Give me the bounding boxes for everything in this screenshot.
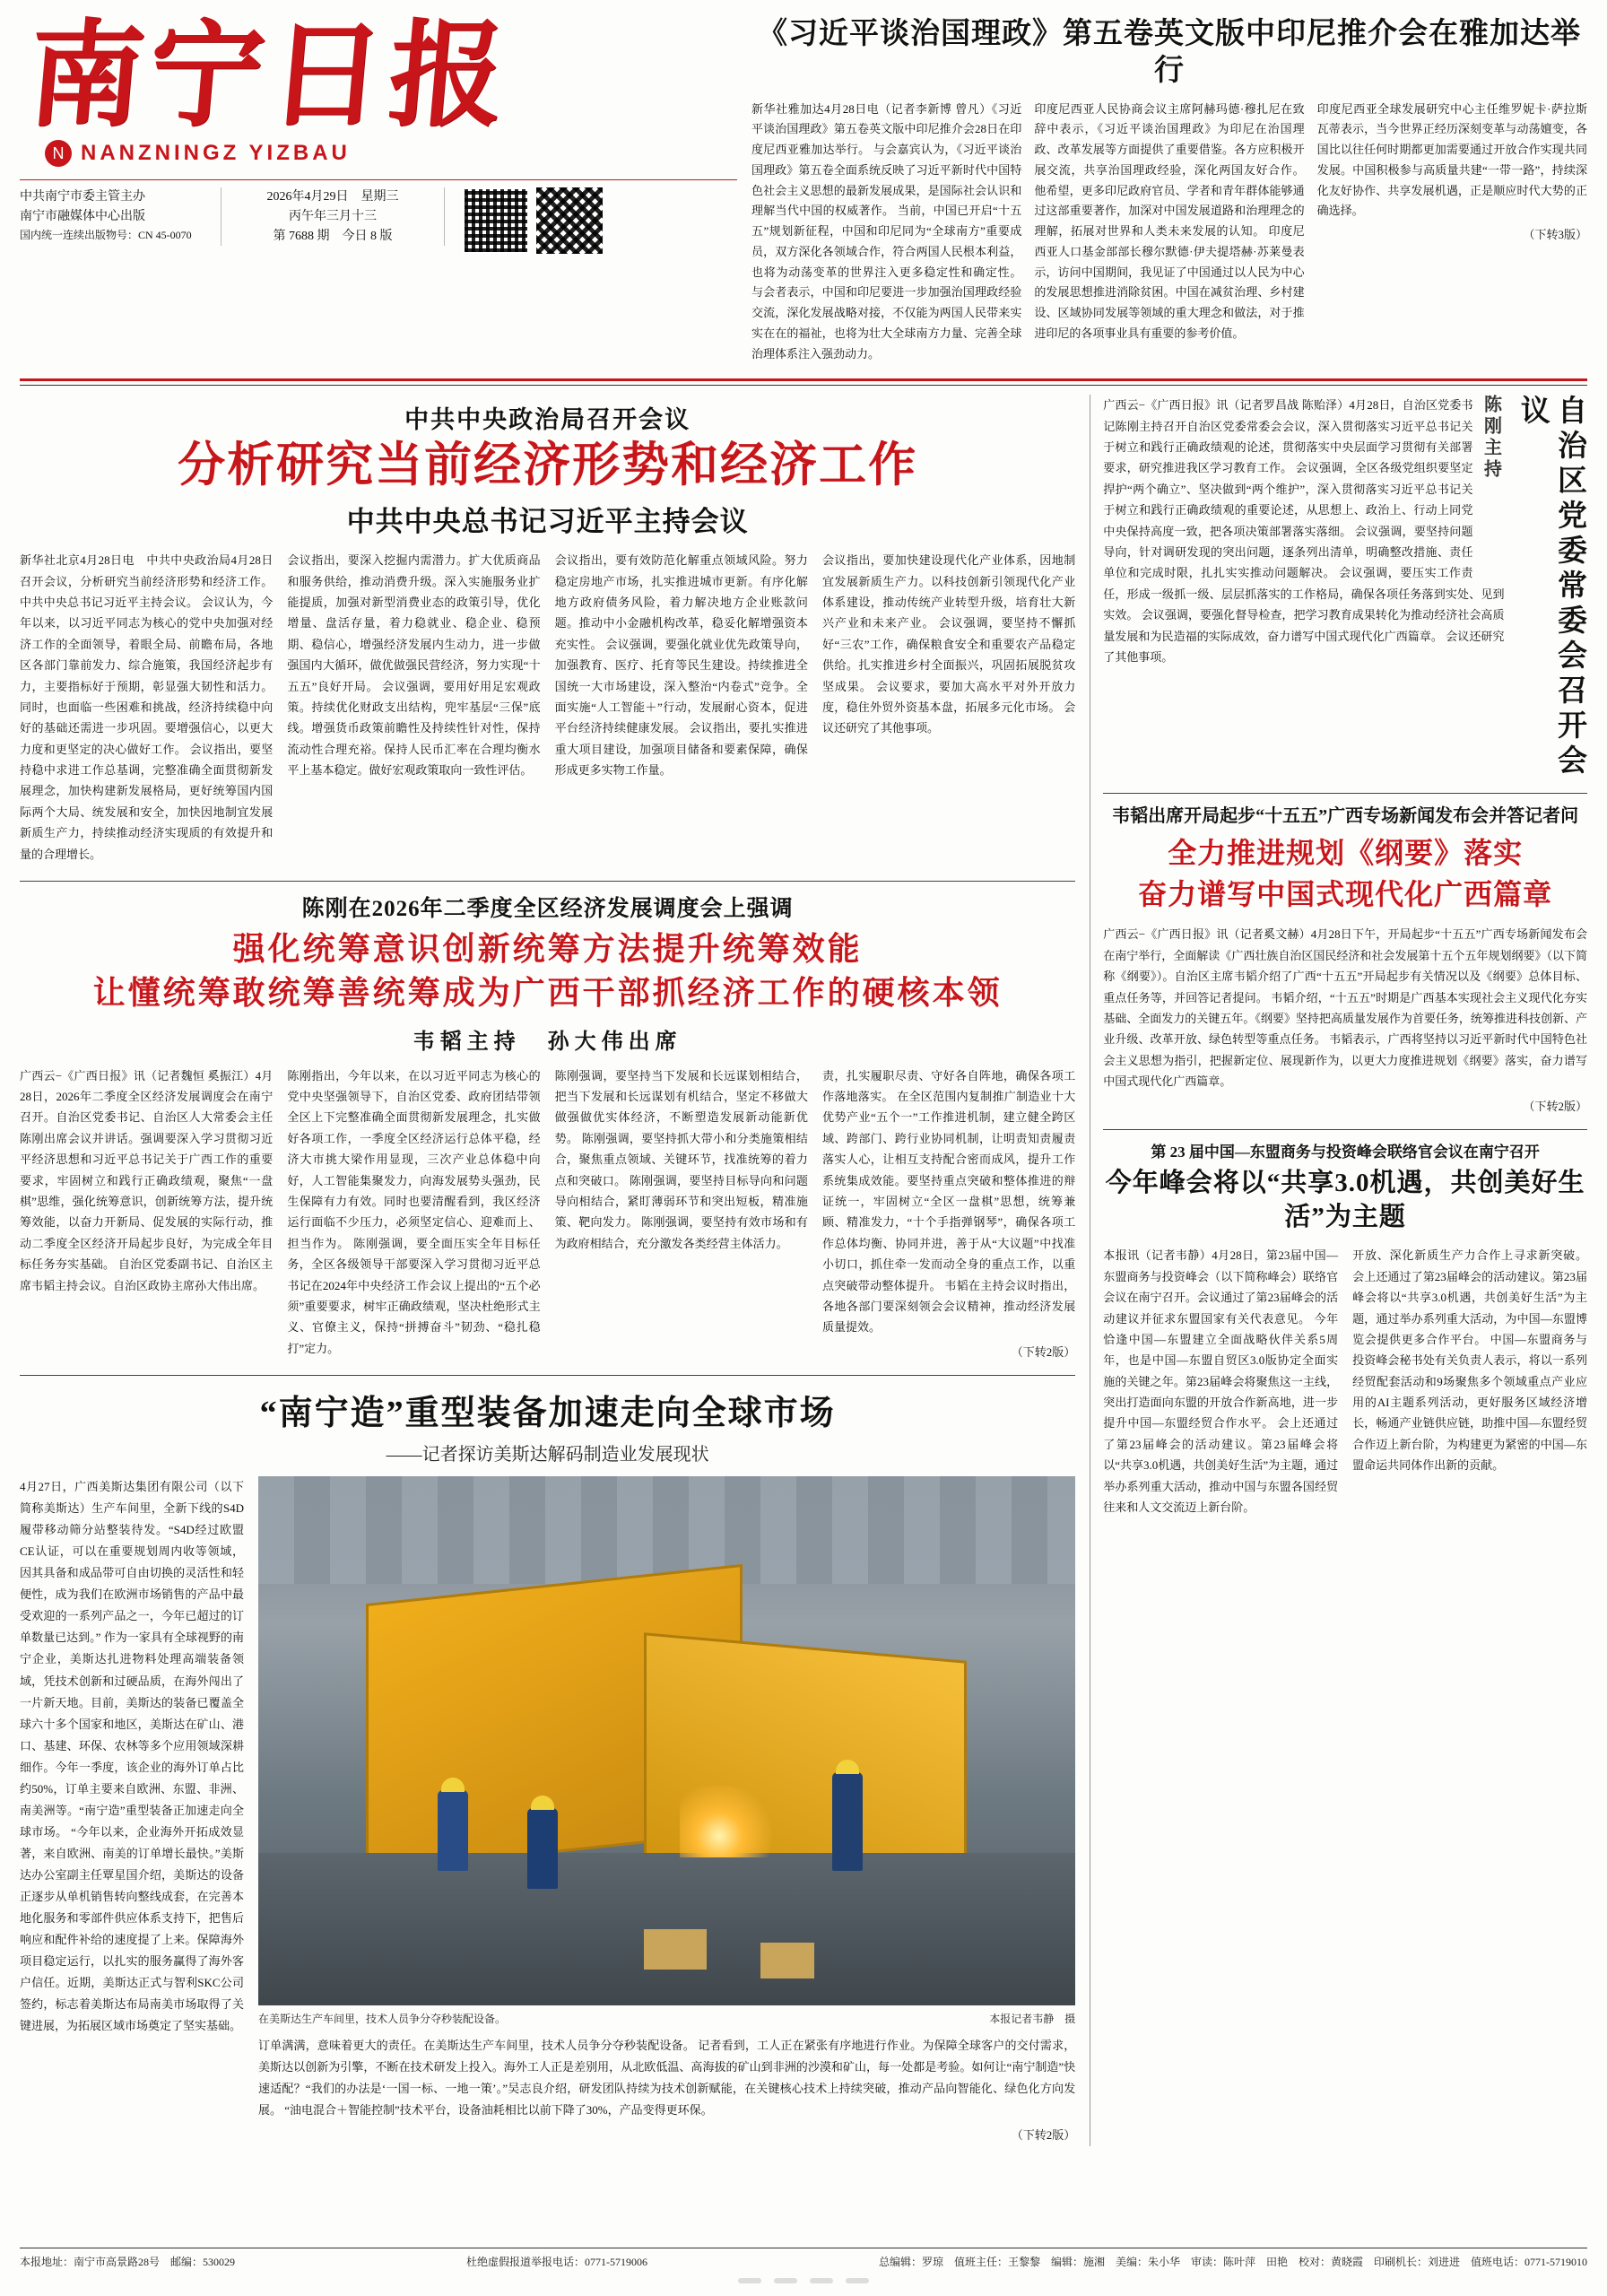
news3-title: 今年峰会将以“共享3.0机遇，共创美好生活”为主题 bbox=[1105, 1168, 1585, 1231]
news2-body: 广西云−《广西日报》讯（记者奚文赫）4月28日下午，开局起步“十五五”广西专场新闻发布会在南宁举行，全面解读《广西壮族自治区国民经济和社会发展第十五个五年规划纲要》（以下简称《纲要》）。自治区主席韦韬介绍了广西“十五五”开局起步有关情况以及《纲要》总体目标、重点任务等，并回答记者提问。 韦韬介绍，“十五五”时期是广西基本实现社会主义现代化夯实基础、全面发力的关键五年。《纲要》坚持把高质量发展作为首要任务，统筹推进科技创新、产业升级、改革开放、绿色转型等重点任务。 韦韬表示，广西将坚持以习近平新时代中国特色社会主义思想为指引，把握新定位、展现新作为，以更大力度推进规划《纲要》落实，奋力谱写中国式现代化广西篇章。 bbox=[1103, 927, 1587, 1089]
right-news-2 bbox=[1103, 803, 1587, 1117]
top-story-text-1: 新华社雅加达4月28日电（记者李新博 曾凡）《习近平谈治国理政》第五卷英文版中印尼推介会28日在印度尼西亚雅加达举行。 与会嘉宾认为，《习近平谈治国理政》第五卷全面系统反映了习近平新时代中国特色社会主义思想的最新发展成果，是国际社会认识和理解当代中国的权威著作。 当前，中国已开启“十五五”规划新征程，中国和印尼同为“全球南方”重要成员，双方深化各领域合作，符合两国人民根本利益，也将为动荡变革的世界注入更多稳定性和确定性。 与会者表示，中国和印尼要进一步加强治国理政经验交流，深化发展战略对接，不仅能为两国人民带来实实在在的福祉，也将为壮大全球南方力量、完善全球治理体系注入强劲动力。 bbox=[751, 101, 1022, 361]
right-top-body: 广西云−《广西日报》讯（记者罗昌战 陈贻泽）4月28日，自治区党委书记陈刚主持召开自治区党委常委会会议，深入贯彻落实习近平总书记关于树立和践行正确政绩观的论述，贯彻落实中央层面学习贯彻有关部署要求，研究推进我区学习教育工作。 会议强调，全区各级党组织要坚定捍护“两个确立”、坚决做到“两个维护”，深入贯彻落实习近平总书记关于树立和践行正确政绩观的重要论述，从思想上、政治上、行动上同党中央保持高度一致，把各项决策部署落实落细。 会议强调，要坚持问题导向，针对调研发现的突出问题，逐条列出清单，明确整改措施、责任单位和完成时限，扎扎实实推动问题解决。 会议强调，要压实工作责任，形成一级抓一级、层层抓落实的工作格局，确保各项任务落到实处、见到实效。 会议强调，要强化督导检查，把学习教育成果转化为推动经济社会高质量发展和为民造福的实际成效，奋力谱写中国式现代化广西篇章。 会议还研究了其他事项。 bbox=[1103, 398, 1505, 664]
lead-text-3: 会议指出，要有效防范化解重点领域风险。努力稳定房地产市场，扎实推进城市更新。有序化解地方政府债务风险，着力解决地方企业账款问题。推动中小金融机构改革，稳妥化解增强资本充实性。 会议强调，要强化就业优先政策导向，加强教育、医疗、托育等民生建设。持续推进全国统一大市场建设，深入整治“内卷式”竞争。全面实施“人工智能＋”行动，发展耐心资本，促进平台经济持续健康发展。 会议指出，要扎实推进重大项目建设，加强项目储备和要素保障，确保形成更多实物工作量。 bbox=[554, 553, 808, 778]
brand-circle-icon: N bbox=[45, 140, 72, 167]
newspaper-pinyin: NANZNINGZ YIZBAU bbox=[81, 141, 351, 166]
right-vertical-headline: 自治区党委常委会召开会议 bbox=[1516, 395, 1585, 780]
news2-kicker: 韦韬出席开局起步“十五五”广西专场新闻发布会并答记者问 bbox=[1112, 806, 1579, 827]
photo-caption-row bbox=[258, 2011, 1075, 2026]
masthead-meta bbox=[20, 179, 737, 254]
lead-col-2 bbox=[287, 550, 540, 868]
news3-text-2: 开放、深化新质生产力合作上寻求新突破。 会上还通过了第23届峰会的活动建议。第23届峰会将以“共享3.0机遇，共创美好生活”为主题，通过举办系列重大活动，为中国—东盟博览会提供更多合作平台。 中国—东盟商务与投资峰会秘书处有关负责人表示，将以一系列经贸配套活动和9场聚焦多个领域重点产业应用的AI主题系列活动，更好服务区域经济增长，畅通产业链供应链，助推中国—东盟经贸合作迈上新台阶，为构建更为紧密的中国—东盟命运共同体作出新的贡献。 bbox=[1352, 1248, 1587, 1473]
feature-jump-note: （下转2版） bbox=[1011, 2128, 1076, 2143]
footer-row bbox=[20, 2254, 1587, 2269]
right-top-story bbox=[1103, 395, 1587, 780]
photo-worker-3 bbox=[832, 1772, 863, 1871]
photo-worker-2 bbox=[527, 1808, 558, 1889]
second-col-4 bbox=[822, 1065, 1075, 1362]
photo-ceiling bbox=[258, 1476, 1075, 1584]
top-story-col-2 bbox=[1034, 100, 1304, 369]
footer-mark-4 bbox=[846, 2278, 869, 2283]
feature-subtitle: ——记者探访美斯达解码制造业发展现状 bbox=[386, 1445, 709, 1465]
second-story-title-line1: 强化统筹意识创新统筹方法提升统筹效能 bbox=[232, 931, 863, 968]
news3-text-1: 本报讯（记者韦静）4月28日，第23届中国—东盟商务与投资峰会（以下简称峰会）联络官会议在南宁召开。会议通过了第23届峰会的活动建议并征求东盟国家有关代表意见。 今年恰逢中国—东盟建立全面战略伙伴关系5周年，也是中国—东盟自贸区3.0版协定全面实施的关键之年。第23届峰会将聚焦这一主线，突出打造面向东盟的开放合作新高地，进一步提升中国—东盟经贸合作水平。 会上还通过了第23届峰会的活动建议。第23届峰会将以“共享3.0机遇，共创美好生活”为主题，通过举办系列重大活动，推动中国与东盟各国经贸往来和人文交流迈上新台阶。 bbox=[1103, 1248, 1339, 1515]
news3-col-2 bbox=[1352, 1245, 1587, 1521]
photo-credit: 本报记者韦静 摄 bbox=[989, 2013, 1076, 2026]
footer-staff: 总编辑：罗琼 值班主任：王黎黎 编辑：施湘 美编：朱小华 审读：陈叶萍 田艳 校对：黄晓霞 印刷机长：刘进进 值班电话：0771-5719010 bbox=[878, 2256, 1587, 2268]
feature-body bbox=[20, 1476, 1075, 2146]
masthead-divider bbox=[20, 378, 1587, 381]
news3-kicker: 第 23 届中国—东盟商务与投资峰会联络官会议在南宁召开 bbox=[1151, 1143, 1540, 1161]
news3-columns bbox=[1103, 1245, 1587, 1521]
section-divider-1 bbox=[20, 881, 1075, 882]
top-story-columns bbox=[751, 100, 1587, 369]
lead-col-1 bbox=[20, 550, 273, 868]
lead-story bbox=[20, 400, 1075, 868]
feature-title: “南宁造”重型装备加速走向全球市场 bbox=[259, 1395, 836, 1433]
right-divider-2 bbox=[1103, 1129, 1587, 1130]
second-text-1: 广西云−《广西日报》讯（记者魏恒 奚振江）4月28日，2026年二季度全区经济发展调度会在南宁召开。自治区党委书记、自治区人大常委会主任陈刚出席会议并讲话。强调要深入学习贯彻习近平经济思想和习近平总书记关于广西工作的重要要求，牢固树立和践行正确政绩观，聚焦“一盘棋”思维，强化统筹意识，创新统筹方法，提升统筹效能，以奋力开新局、促发展的实际行动，推动二季度全区经济开局起步良好，为完成全年目标任务夯实基础。 自治区党委副书记、自治区主席韦韬主持会议。自治区政协主席孙大伟出席。 bbox=[20, 1068, 274, 1292]
footer-mark-2 bbox=[774, 2278, 797, 2283]
top-story-jump-note: （下转3版） bbox=[1523, 228, 1587, 241]
section-divider-2 bbox=[20, 1375, 1075, 1376]
footer-hotline: 杜绝虚假报道举报电话：0771-5719006 bbox=[466, 2256, 647, 2268]
issn-line: 国内统一连续出版物号：CN 45-0070 bbox=[20, 228, 192, 241]
second-col-1 bbox=[20, 1065, 273, 1362]
lead-story-title: 分析研究当前经济形势和经济工作 bbox=[178, 439, 918, 492]
second-text-2: 陈刚指出，今年以来，在以习近平同志为核心的党中央坚强领导下，自治区党委、政府团结带领全区上下完整准确全面贯彻新发展理念，扎实做好各项工作，一季度全区经济运行总体平稳，经济大市挑大梁作用显现，三次产业总体稳中向好，人工智能集聚发力，向海发展势头强劲，民生保障有力有效。同时也要清醒看到，我区经济运行面临不少压力，必须坚定信心、迎难而上、担当作为。 陈刚强调，要全面压实全年目标任务，全区各级领导干部要深入学习贯彻习近平总书记在2024年中央经济工作会议上提出的“五个必须”重要要求，树牢正确政绩观，坚决杜绝形式主义、官僚主义，保持“拼搏奋斗”韧劲、“稳扎稳打”定力。 bbox=[287, 1068, 541, 1355]
lead-text-2: 会议指出，要深入挖掘内需潜力。扩大优质商品和服务供给，推动消费升级。深入实施服务业扩能提质，加强对新型消费业态的政策引导，优化增量、盘活存量，着力稳就业、稳企业、稳预期、稳信心，增强经济发展内生动力，进一步做强国内大循环，做优做强民营经济，努力实现“十五五”良好开局。 会议强调，要用好用足宏观政策。持续优化财政支出结构，兜牢基层“三保”底线。增强货币政策前瞻性及持续性针对性，保持流动性合理充裕。保持人民币汇率在合理均衡水平上基本稳定。做好宏观政策取向一致性评估。 bbox=[287, 553, 541, 778]
photo-worker-1 bbox=[438, 1790, 468, 1871]
feature-photo-block bbox=[258, 1476, 1075, 2146]
right-vertical-subtitle: 陈刚主持 bbox=[1481, 395, 1501, 482]
feature-left-text bbox=[20, 1476, 244, 2146]
second-story-title-line2: 让懂统筹敢统筹善统筹成为广西干部抓经济工作的硬核本领 bbox=[92, 974, 1003, 1011]
masthead-pinyin-row bbox=[20, 140, 737, 167]
footer-marks bbox=[20, 2278, 1587, 2283]
right-zone bbox=[1090, 395, 1587, 2146]
date-lunar: 丙午年三月十三 bbox=[289, 210, 377, 224]
masthead-org bbox=[20, 187, 208, 243]
date-gregorian: 2026年4月29日 星期三 bbox=[266, 190, 399, 204]
masthead-date bbox=[221, 187, 445, 246]
feature-text-right: 订单满满，意味着更大的责任。在美斯达生产车间里，技术人员争分夺秒装配设备。 记者看到，工人正在紧张有序地进行作业。为保障全球客户的交付需求，美斯达以创新为引擎，不断在技术研发上投入。海外工人正是差别用，从北欧低温、高海拔的矿山到非洲的沙漠和矿山，每一处都是考验。如何让“南宁制造”快速适配？“我们的办法是‘一国一标、一地一策’。”吴志良介绍，研发团队持续为技术创新赋能，在关键核心技术上持续突破，推动产品向智能化、绿色化方向发展。 “油电混合＋智能控制”技术平台，设备油耗相比以前下降了30%，产品变得更环保。 bbox=[258, 2039, 1076, 2118]
feature-story bbox=[20, 1385, 1075, 2146]
right-divider-1 bbox=[1103, 793, 1587, 794]
second-col-2 bbox=[287, 1065, 540, 1362]
second-story-jump-note: （下转2版） bbox=[1011, 1344, 1076, 1359]
page-footer bbox=[20, 2248, 1587, 2283]
top-story-col-1 bbox=[751, 100, 1021, 369]
masthead-left bbox=[20, 13, 737, 254]
footer-mark-3 bbox=[810, 2278, 833, 2283]
top-story-headline: 《习近平谈治国理政》第五卷英文版中印尼推介会在雅加达举行 bbox=[758, 18, 1581, 88]
news3-col-1 bbox=[1103, 1245, 1338, 1521]
news2-title-line1: 全力推进规划《纲要》落实 bbox=[1168, 837, 1524, 870]
second-col-3 bbox=[555, 1065, 808, 1362]
masthead-qr-group bbox=[457, 187, 603, 254]
org-line-1: 中共南宁市委主管主办 bbox=[20, 190, 145, 204]
news2-body-wrap bbox=[1103, 924, 1587, 1117]
main-content bbox=[20, 395, 1587, 2146]
second-story-kicker: 陈刚在2026年二季度全区经济发展调度会上强调 bbox=[301, 897, 794, 922]
masthead bbox=[20, 13, 1587, 368]
right-news-3 bbox=[1103, 1139, 1587, 1521]
news2-title-line2: 奋力谱写中国式现代化广西篇章 bbox=[1138, 877, 1553, 910]
feature-bottom-columns bbox=[258, 2035, 1075, 2146]
lead-text-4: 会议指出，要加快建设现代化产业体系，因地制宜发展新质生产力。以科技创新引领现代化产业体系建设，推动传统产业转型升级，培育壮大新兴产业和未来产业。 会议强调，要坚持不懈抓好“三农”工作，确保粮食安全和重要农产品稳定供给。扎实推进乡村全面振兴，巩固拓展脱贫攻坚成果。 会议要求，要加大高水平对外开放力度，稳住外贸外资基本盘，拓展多元化市场。 会议还研究了其他事项。 bbox=[821, 553, 1076, 735]
footer-mark-1 bbox=[738, 2278, 761, 2283]
left-zone bbox=[20, 395, 1075, 2146]
lead-story-kicker: 中共中央政治局召开会议 bbox=[404, 406, 691, 434]
factory-photo bbox=[258, 1476, 1075, 2005]
qr-code-secondary-icon[interactable] bbox=[536, 187, 603, 254]
lead-story-subtitle: 中共中央总书记习近平主持会议 bbox=[346, 506, 749, 538]
photo-crate-2 bbox=[760, 1943, 814, 1979]
second-story-columns bbox=[20, 1065, 1075, 1362]
second-text-3: 陈刚强调，要坚持当下发展和长远谋划相结合，把当下发展和长远谋划有机结合，坚定不移做大做强做优实体经济，不断塑造发展新动能新优势。 陈刚强调，要坚持抓大带小和分类施策相结合，聚焦重点领域、关键环节，找准统筹的着力点和突破口。 陈刚强调，要坚持目标导向和问题导向相结合，紧盯薄弱环节和突出短板，精准施策、靶向发力。 陈刚强调，要坚持有效市场和有为政府相结合，充分激发各类经营主体活力。 bbox=[554, 1068, 808, 1250]
top-story-text-3: 印度尼西亚全球发展研究中心主任维罗妮卡·萨拉斯瓦蒂表示，当今世界正经历深刻变革与动荡嬗变，各国比以往任何时期都更加需要通过开放合作实现共同发展。中国积极参与高质量共建“一带一路”，持续深化友好协作、共享发展机遇，正是顺应时代大势的正确选择。 bbox=[1316, 101, 1587, 218]
photo-caption: 在美斯达生产车间里，技术人员争分夺秒装配设备。 bbox=[258, 2013, 507, 2026]
newspaper-logo: 南宁日报 bbox=[22, 13, 516, 140]
second-story-subtitle: 韦韬主持 孙大伟出席 bbox=[413, 1030, 682, 1054]
masthead-divider-thin bbox=[20, 385, 1587, 386]
second-text-4: 责，扎实履职尽责、守好各自阵地，确保各项工作落地落实。 在全区范围内复制推广制造业十大优势产业“五个一”工作推进机制，建立健全跨区域、跨部门、跨行业协同机制，让明责知责履责落实人心，让相互支持配合密而成风，提升工作系统集成效能。要坚持重点突破和整体推进的辩证统一，牢固树立“全区一盘棋”思想，统筹兼顾、精准发力，“十个手指弹钢琴”，确保各项工作总体均衡、协同并进，善于从“大议题”中找准小切口，抓住牵一发而动全身的重点工作，以重点突破带动整体提升。 韦韬在主持会议时指出，各地各部门要深刻领会会议精神，推动经济发展质量提效。 bbox=[821, 1068, 1076, 1335]
second-story bbox=[20, 891, 1075, 1362]
feature-bottom-col bbox=[258, 2035, 1075, 2146]
top-story-text-2: 印度尼西亚人民协商会议主席阿赫玛德·穆扎尼在致辞中表示，《习近平谈治国理政》为印尼在治国理政、改革发展等方面提供了重要借鉴。各方应积极开展交流，共享治国理政经验，深化两国友好合作。 他希望，更多印尼政府官员、学者和青年群体能够通过这部重要著作，加深对中国发展道路和治理理念的理解，拓展对世界和人类未来发展的认知。 印度尼西亚人口基金部部长穆尔默德·伊夫提塔赫·苏莱曼表示，访问中国期间，我见证了中国通过以人民为中心的发展思想推进消除贫困。中国在减贫治理、乡村建设、区域协同发展等领域的重大理念和做法，对于推进印尼的各项事业具有重要的参考价值。 bbox=[1034, 101, 1305, 340]
lead-col-4 bbox=[822, 550, 1075, 868]
lead-text-1: 新华社北京4月28日电 中共中央政治局4月28日召开会议，分析研究当前经济形势和经济工作。中共中央总书记习近平主持会议。 会议认为，今年以来，以习近平同志为核心的党中央加强对经济工作的全面领导，着眼全局、前瞻布局，各地区各部门靠前发力、综合施策，我国经济起步有力，主要指标好于预期，彰显强大韧性和活力。同时，也面临一些困难和挑战，经济持续稳中向好的基础还需进一步巩固。要增强信心，以更大力度和更坚定的决心做好工作。 会议指出，要坚持稳中求进工作总基调，完整准确全面贯彻新发展理念，加快构建新发展格局，更好统筹国内国际两个大局、统发展和安全，加快因地制宜发展新质生产力，持续推动经济实现质的有效提升和量的合理增长。 bbox=[20, 553, 274, 861]
issue-number: 第 7688 期 今日 8 版 bbox=[273, 229, 393, 243]
news2-jump-note: （下转2版） bbox=[1523, 1099, 1587, 1113]
photo-welding-spark bbox=[680, 1786, 778, 1857]
feature-text-left: 4月27日，广西美斯达集团有限公司（以下简称美斯达）生产车间里，全新下线的S4D履带移动筛分站整装待发。“S4D经过欧盟CE认证，可以在重要规划周内收等领域，因其具备和成品带可自由切换的灵活性和轻便性，成为我们在欧洲市场销售的产品中最受欢迎的一系列产品之一，今年已超过的订单数量已达到。” 作为一家具有全球视野的南宁企业，美斯达扎进物料处理高端装备领域，凭技术创新和过硬品质，在海外闯出了一片新天地。目前，美斯达的装备已覆盖全球六十多个国家和地区，美斯达在矿山、港口、基建、环保、农林等多个应用领域深耕细作。今年一季度，该企业的海外订单占比约50%，订单主要来自欧洲、东盟、非洲、南美洲等。“南宁造”重型装备正加速走向全球市场。 “今年以来，企业海外开拓成效显著，来自欧洲、南美的订单增长最快。”美斯达办公室副主任覃星国介绍，美斯达的设备正逐步从单机销售转向整线成套，在完善本地化服务和零部件供应体系支持下，把售后响应和配件补给的速度提了上来。保障海外项目稳定运行，以扎实的服务赢得了海外客户信任。近期，美斯达正式与智利SKC公司签约，标志着美斯达布局南美市场取得了关键进展，为拓展区域市场奠定了坚实基础。 bbox=[20, 1480, 244, 2033]
footer-address: 本报地址：南宁市高景路28号 邮编：530029 bbox=[20, 2256, 236, 2268]
top-story bbox=[737, 16, 1587, 368]
lead-col-3 bbox=[555, 550, 808, 868]
qr-code-icon[interactable] bbox=[463, 187, 529, 254]
org-line-2: 南宁市融媒体中心出版 bbox=[20, 210, 145, 224]
photo-crate-1 bbox=[644, 1929, 707, 1970]
lead-story-columns bbox=[20, 550, 1075, 868]
top-story-col-3 bbox=[1317, 100, 1587, 369]
